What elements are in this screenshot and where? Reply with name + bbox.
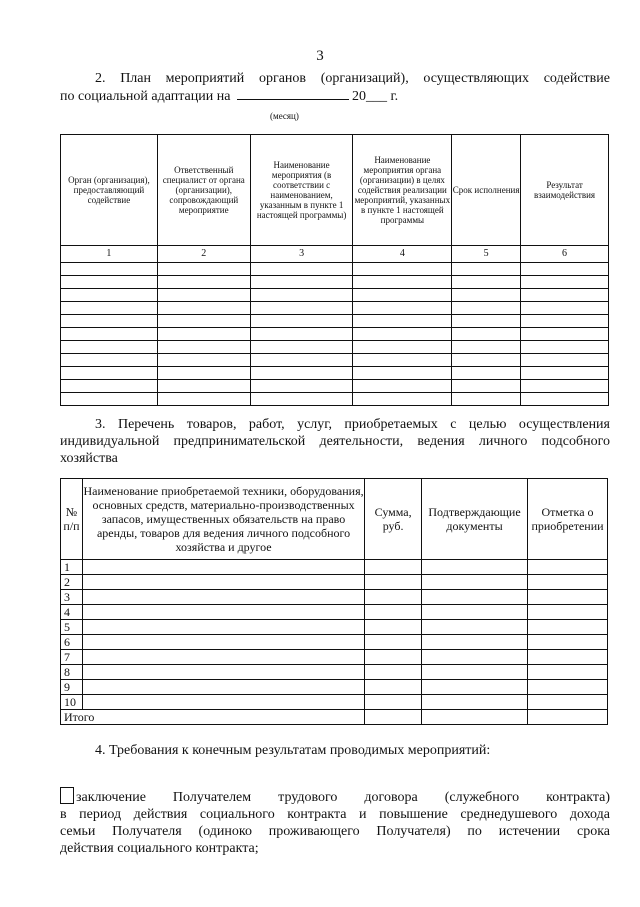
total-label: Итого (61, 710, 365, 725)
table-cell[interactable] (528, 635, 608, 650)
header-result: Результат взаимодействия (521, 135, 609, 246)
table-cell[interactable] (157, 302, 250, 315)
table-cell[interactable] (528, 620, 608, 635)
table-cell[interactable] (82, 605, 364, 620)
table-cell[interactable] (157, 289, 250, 302)
table-cell[interactable] (422, 650, 528, 665)
table-cell[interactable] (250, 315, 353, 328)
requirement-line-4: действия социального контракта; (60, 841, 259, 856)
table-cell[interactable] (452, 263, 521, 276)
table-cell[interactable] (365, 560, 422, 575)
table-cell[interactable] (353, 289, 452, 302)
table-cell[interactable] (82, 590, 364, 605)
table-cell[interactable] (528, 605, 608, 620)
table-row (61, 665, 608, 680)
table-cell[interactable] (61, 354, 158, 367)
table-cell[interactable] (452, 289, 521, 302)
table-cell[interactable] (157, 315, 250, 328)
table-cell[interactable] (521, 263, 609, 276)
table-cell[interactable] (353, 315, 452, 328)
table-cell[interactable] (157, 354, 250, 367)
table-cell[interactable] (82, 650, 364, 665)
table-cell[interactable] (521, 302, 609, 315)
table-cell[interactable] (157, 328, 250, 341)
table-cell[interactable] (157, 263, 250, 276)
column-number-row (61, 246, 609, 263)
table-cell[interactable] (422, 695, 528, 710)
table-cell[interactable] (250, 302, 353, 315)
table-cell[interactable] (61, 289, 158, 302)
table-cell[interactable] (452, 276, 521, 289)
table-cell[interactable] (528, 695, 608, 710)
table-cell[interactable] (365, 635, 422, 650)
table-row (61, 341, 609, 354)
table-cell[interactable] (422, 620, 528, 635)
header-amount: Сумма, руб. (365, 479, 422, 560)
row-number: 1 (61, 560, 83, 575)
table-cell[interactable] (521, 289, 609, 302)
table-cell[interactable] (82, 620, 364, 635)
table-cell[interactable] (528, 665, 608, 680)
requirement-item-1 (60, 787, 610, 857)
table-cell[interactable] (82, 680, 364, 695)
table-cell[interactable] (452, 354, 521, 367)
header-deadline: Срок исполнения (452, 135, 521, 246)
purchases-table (60, 478, 608, 725)
header-item-name: Наименование приобретаемой техники, оборудования, основных средств, материально-производственных запасов, имущественных обязательств на право аренды, товаров для ведения личного подсобного хозяйства и другое (82, 479, 364, 560)
table-row (61, 393, 609, 406)
table-row (61, 276, 609, 289)
month-blank (237, 87, 349, 100)
header-number: № п/п (61, 479, 83, 560)
table-row (61, 620, 608, 635)
table-cell[interactable] (521, 354, 609, 367)
table-cell[interactable] (61, 328, 158, 341)
table-cell[interactable] (452, 302, 521, 315)
table-cell[interactable] (61, 302, 158, 315)
header-responsible-specialist: Ответственный специалист от органа (организации), сопровождающий мероприятие (157, 135, 250, 246)
table-header-row (61, 135, 609, 246)
table-cell[interactable] (528, 680, 608, 695)
table-cell[interactable] (422, 680, 528, 695)
header-documents: Подтверждающие документы (422, 479, 528, 560)
row-number: 3 (61, 590, 83, 605)
table-cell[interactable] (353, 354, 452, 367)
table-cell[interactable] (61, 315, 158, 328)
table-cell[interactable] (353, 276, 452, 289)
section-3-heading (60, 416, 610, 467)
row-number: 5 (61, 620, 83, 635)
table-cell[interactable] (250, 341, 353, 354)
table-cell[interactable] (250, 393, 353, 406)
section-3-line-2: индивидуальной предпринимательской деятельности, ведения личного подсобного (60, 434, 610, 449)
table-cell[interactable] (365, 710, 422, 725)
table-header-row (61, 479, 608, 560)
section-2-line-1: 2. План мероприятий органов (организаций), осуществляющих содействие (95, 71, 610, 86)
header-activity-name: Наименование мероприятия (в соответствии с наименованием, указанным в пункте 1 настоящей программы) (250, 135, 353, 246)
table-cell[interactable] (353, 367, 452, 380)
row-number: 8 (61, 665, 83, 680)
table-cell[interactable] (353, 263, 452, 276)
requirement-line-1-text: заключение Получателем трудового договора (служебного контракта) (76, 790, 610, 805)
table-cell[interactable] (250, 263, 353, 276)
table-cell[interactable] (353, 328, 452, 341)
table-cell[interactable] (452, 341, 521, 354)
row-number: 7 (61, 650, 83, 665)
table-cell[interactable] (422, 665, 528, 680)
table-cell[interactable] (61, 380, 158, 393)
support-plan-table (60, 134, 609, 406)
table-cell[interactable] (521, 315, 609, 328)
table-row (61, 635, 608, 650)
table-cell[interactable] (422, 575, 528, 590)
table-row (61, 263, 609, 276)
column-number: 3 (250, 246, 353, 263)
section-3-line-1: 3. Перечень товаров, работ, услуг, приобретаемых с целью осуществления (95, 417, 610, 432)
table-cell[interactable] (365, 575, 422, 590)
table-row (61, 695, 608, 710)
table-cell[interactable] (365, 590, 422, 605)
section-2-heading (60, 70, 610, 105)
table-cell[interactable] (452, 380, 521, 393)
table-cell[interactable] (82, 575, 364, 590)
table-cell[interactable] (250, 276, 353, 289)
table-cell[interactable] (157, 341, 250, 354)
page-number: 3 (316, 48, 324, 64)
section-2-year: 20___ г. (351, 89, 399, 104)
table-row (61, 315, 609, 328)
table-cell[interactable] (528, 560, 608, 575)
table-cell[interactable] (157, 393, 250, 406)
table-cell[interactable] (250, 328, 353, 341)
table-row (61, 302, 609, 315)
column-number: 6 (521, 246, 609, 263)
table-cell[interactable] (528, 650, 608, 665)
row-number: 6 (61, 635, 83, 650)
table-cell[interactable] (250, 380, 353, 393)
requirement-line-3: семьи Получателя (одиноко проживающего Получателя) по истечении срока (60, 824, 610, 839)
row-number: 10 (61, 695, 83, 710)
table-cell[interactable] (61, 276, 158, 289)
table-cell[interactable] (353, 341, 452, 354)
section-3-line-3: хозяйства (60, 451, 118, 466)
table-row (61, 354, 609, 367)
table-cell[interactable] (250, 289, 353, 302)
requirement-line-1 (60, 787, 610, 806)
column-number: 5 (452, 246, 521, 263)
row-number: 2 (61, 575, 83, 590)
table-cell[interactable] (157, 380, 250, 393)
table-cell[interactable] (157, 367, 250, 380)
table-row (61, 380, 609, 393)
table-cell[interactable] (353, 380, 452, 393)
table-cell[interactable] (452, 393, 521, 406)
table-row (61, 575, 608, 590)
table-cell[interactable] (61, 367, 158, 380)
table-row (61, 590, 608, 605)
header-organization: Орган (организация), предоставляющий содействие (61, 135, 158, 246)
table-cell[interactable] (521, 328, 609, 341)
table-cell[interactable] (250, 354, 353, 367)
table-cell[interactable] (353, 393, 452, 406)
month-caption: (месяц) (270, 111, 299, 121)
table-cell[interactable] (422, 605, 528, 620)
table-cell[interactable] (365, 695, 422, 710)
table-cell[interactable] (250, 367, 353, 380)
table-cell[interactable] (365, 665, 422, 680)
section-4-heading: 4. Требования к конечным результатам проводимых мероприятий: (95, 743, 491, 758)
column-number: 1 (61, 246, 158, 263)
table-cell[interactable] (521, 367, 609, 380)
total-row (61, 710, 608, 725)
section-2-line-2-prefix: по социальной адаптации на (60, 89, 231, 104)
table-row (61, 289, 609, 302)
table-cell[interactable] (157, 276, 250, 289)
table-cell[interactable] (528, 710, 608, 725)
table-cell[interactable] (422, 635, 528, 650)
table-cell[interactable] (82, 560, 364, 575)
table-row (61, 680, 608, 695)
table-cell[interactable] (61, 263, 158, 276)
table-row (61, 650, 608, 665)
table-cell[interactable] (521, 380, 609, 393)
table-cell[interactable] (365, 680, 422, 695)
table-cell[interactable] (422, 590, 528, 605)
table-cell[interactable] (452, 315, 521, 328)
table-cell[interactable] (365, 605, 422, 620)
table-cell[interactable] (422, 710, 528, 725)
column-number: 2 (157, 246, 250, 263)
checkbox[interactable] (60, 787, 74, 804)
table-cell[interactable] (61, 393, 158, 406)
table-cell[interactable] (422, 560, 528, 575)
table-cell[interactable] (528, 575, 608, 590)
table-row (61, 367, 609, 380)
section-2-line-2 (60, 87, 610, 105)
table-cell[interactable] (521, 341, 609, 354)
table-cell[interactable] (82, 695, 364, 710)
header-organization-activity: Наименование мероприятия органа (организации) в целях содействия реализации мероприятий, указанных в пункте 1 настоящей программы (353, 135, 452, 246)
table-cell[interactable] (452, 367, 521, 380)
table-row (61, 328, 609, 341)
table-row (61, 605, 608, 620)
row-number: 9 (61, 680, 83, 695)
table-cell[interactable] (61, 341, 158, 354)
row-number: 4 (61, 605, 83, 620)
table-cell[interactable] (82, 665, 364, 680)
table-cell[interactable] (365, 620, 422, 635)
table-cell[interactable] (353, 302, 452, 315)
table-cell[interactable] (528, 590, 608, 605)
table-cell[interactable] (521, 393, 609, 406)
table-cell[interactable] (365, 650, 422, 665)
column-number: 4 (353, 246, 452, 263)
header-purchase-mark: Отметка о приобретении (528, 479, 608, 560)
table-cell[interactable] (521, 276, 609, 289)
requirement-line-2: в период действия социального контракта и повышение среднедушевого дохода (60, 807, 610, 822)
table-cell[interactable] (452, 328, 521, 341)
table-cell[interactable] (82, 635, 364, 650)
table-row (61, 560, 608, 575)
